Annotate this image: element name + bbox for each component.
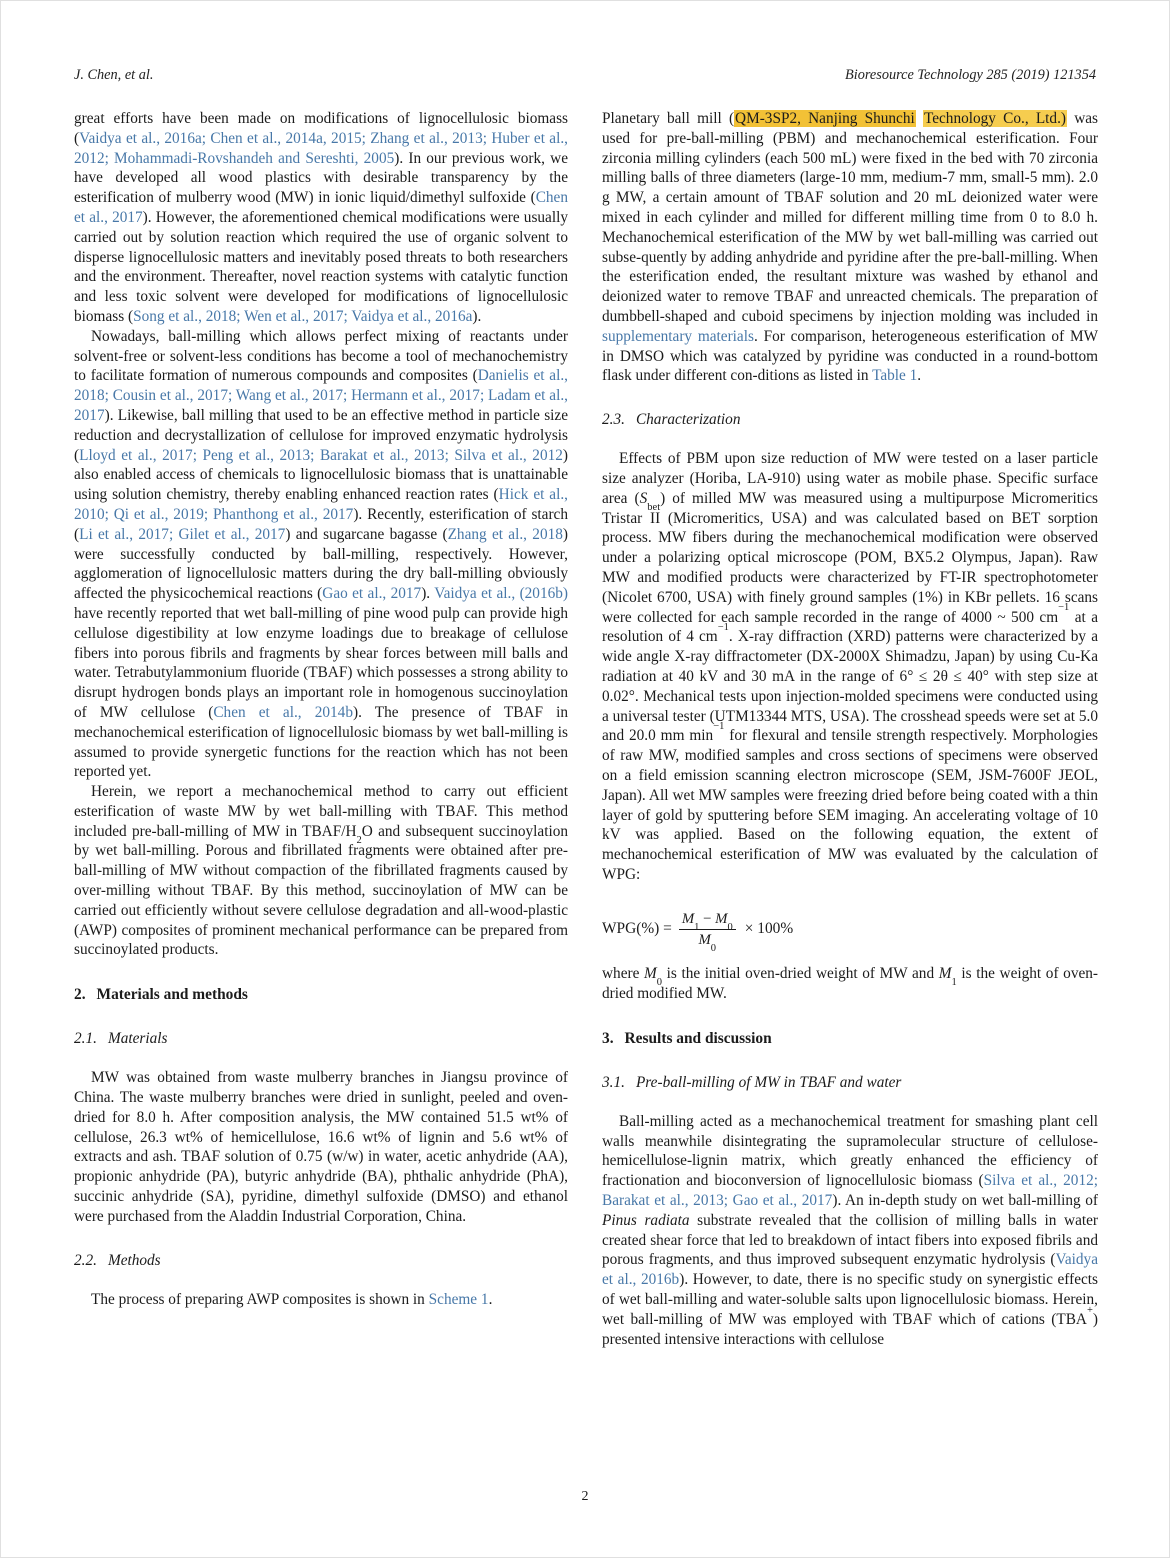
running-head bbox=[74, 67, 1096, 84]
section-number: 3. bbox=[602, 1029, 614, 1047]
header-author-short: J. Chen, et al. bbox=[74, 67, 154, 83]
fraction-denominator: $M_0$ bbox=[698, 931, 717, 954]
header-journal-ref: Bioresource Technology 285 (2019) 121354 bbox=[845, 67, 1096, 83]
citation-link[interactable]: Zhang et al., 2018 bbox=[447, 525, 563, 543]
paragraph-preballmilling-results: Ball-milling acted as a mechanochemical treatment for smashing plant cell walls meanwhile disintegrating the supramolecular structure of cellulose-hemicellulose-lignin matrix, which greatly enhanced the efficiency of fractionation and bioconversion of lignocellulosic biomass (Silva et al., 2012; Barakat et al., 2013; Gao et al., 2017). An in-depth study on wet ball-milling of Pinus radiata substrate revealed that the collision of milling balls in water created shear force that led to breakdown of intact fibers into exposed fibrils and porous fragments, and thus improved subsequent enzymatic hydrolysis (Vaidya et al., 2016b). However, to date, there is no specific study on synergistic effects of wet ball-milling and water-soluble salts upon lignocellulosic biomass. Herein, wet ball-milling of MW was employed with TBAF which of cations (TBA+) presented intensive interactions with cellulose bbox=[602, 1112, 1098, 1348]
subsection-title: Pre-ball-milling of MW in TBAF and water bbox=[635, 1073, 902, 1091]
citation-link[interactable]: Danielis et al., 2018; Cousin et al., 2017; Wang et al., 2017; Hermann et al., 2017; Ladam et al., 2017 bbox=[74, 367, 568, 424]
citation-link[interactable]: Vaidya et al., 2016a; Chen et al., 2014a, 2015; Zhang et al., 2013; Huber et al., 2012; Mohammadi-Rovshandeh and Sereshti, 2005 bbox=[74, 129, 568, 167]
subsection-2-2-heading bbox=[74, 1251, 568, 1271]
subsection-title: Characterization bbox=[635, 411, 741, 429]
paragraph-herein-report: Herein, we report a mechanochemical method to carry out efficient esterification of waste MW by wet ball-milling with TBAF. This method included pre-ball-milling of MW in TBAF/$H_2O$ and subsequent succinoylation by wet ball-milling. Porous and fibrillated fragments were obtained after pre-ball-milling of MW without compaction of the fibrillated fragments caused by over-milling without TBAF. By this method, succinoylation of MW can be carried out efficiently without severe cellulose degradation and all-wood-plastic (AWP) composites of prominent mechanical performance can be prepared from succinoylated products. bbox=[74, 783, 568, 959]
citation-link[interactable]: Chen et al., 2017 bbox=[74, 189, 568, 226]
paragraph-methods: The process of preparing AWP composites is shown in Scheme 1. bbox=[91, 1290, 493, 1308]
subsection-3-1-heading bbox=[602, 1073, 1098, 1093]
citation-link[interactable]: Lloyd et al., 2017; Peng et al., 2013; Barakat et al., 2013; Silva et al., 2012 bbox=[79, 446, 563, 464]
page-footer bbox=[1, 1489, 1169, 1505]
section-number: 2. bbox=[74, 986, 86, 1004]
citation-link[interactable]: Scheme 1 bbox=[428, 1290, 489, 1308]
citation-link[interactable]: Vaidya et al., 2016b bbox=[602, 1251, 1098, 1289]
subsection-number: 2.2. bbox=[74, 1251, 97, 1269]
paragraph-materials: MW was obtained from waste mulberry branches in Jiangsu province of China. The waste mulberry branches were dried in sunlight, peeled and oven-dried for 8.0 h. After composition analysis, the MW contained 51.5 wt% of cellulose, 26.3 wt% of hemicellulose, 16.6 wt% of lignin and 5.6 wt% of extracts and ash. TBAF solution of 0.75 (w/w) in water, acetic anhydride (AA), propionic anhydride (PA), butyric anhydride (BA), phthalic anhydride (PhA), succinic anhydride (SA), pyridine, dimethyl sulfoxide (DMSO) and ethanol were purchased from the Aladdin Industrial Corporation, China. bbox=[74, 1069, 568, 1225]
equation-lhs: WPG(%) = bbox=[602, 919, 672, 937]
citation-link[interactable]: Vaidya et al., (2016b) bbox=[434, 585, 568, 603]
highlight-span: QM-3SP2, Nanjing Shunchi bbox=[735, 110, 915, 127]
section-title: Materials and methods bbox=[96, 986, 248, 1004]
section-2-heading bbox=[74, 985, 568, 1005]
citation-link[interactable]: Silva et al., 2012; Barakat et al., 2013; Gao et al., 2017 bbox=[602, 1172, 1098, 1209]
page-number: 2 bbox=[581, 1489, 589, 1504]
subsection-title: Methods bbox=[107, 1251, 161, 1269]
citation-link[interactable]: supplementary materials bbox=[602, 327, 754, 345]
column-left bbox=[74, 109, 568, 1309]
subsection-number: 2.3. bbox=[602, 411, 625, 429]
equation-fraction bbox=[679, 910, 736, 954]
subsection-2-1-heading bbox=[74, 1029, 568, 1049]
citation-link[interactable]: Li et al., 2017; Gilet et al., 2017 bbox=[79, 525, 286, 543]
fraction-numerator: $M_1 - M_0$ bbox=[679, 911, 736, 930]
wpg-equation bbox=[602, 910, 1098, 954]
citation-link[interactable]: Song et al., 2018; Wen et al., 2017; Vaidya et al., 2016a bbox=[133, 307, 473, 325]
equation-rhs: × 100% bbox=[744, 919, 794, 937]
citation-link[interactable]: Table 1 bbox=[872, 367, 918, 385]
paragraph-where-definition: where $M_0$ is the initial oven-dried weight of MW and $M_1$ is the weight of oven-dried modified MW. bbox=[602, 965, 1098, 1003]
section-3-heading bbox=[602, 1029, 1098, 1049]
subsection-number: 3.1. bbox=[602, 1073, 625, 1091]
column-right bbox=[602, 109, 1098, 1349]
citation-link[interactable]: Hick et al., 2010; Qi et al., 2019; Phanthong et al., 2017 bbox=[74, 486, 568, 523]
paragraph-ballmill-setup: Planetary ball mill (QM-3SP2, Nanjing Shunchi Technology Co., Ltd.) was used for pre-ball-milling (PBM) and mechanochemical esterification. Four zirconia milling cylinders (each 500 mL) were fixed in the bed with 70 zirconia milling balls of three diameters (large-10 mm, medium-7 mm, small-5 mm). 2.0 g MW, a certain amount of TBAF solution and 20 mL deionized water were mixed in each cylinder and milled for different milling time from 0 to 8.0 h. Mechanochemical esterification of the MW by wet ball-milling was carried out subse-quently by adding anhydride and pyridine after the pre-ball-milling. When the esterification ended, the resultant mixture was washed by ethanol and deionized water to remove TBAF and unreacted chemicals. The preparation of dumbbell-shaped and cuboid specimens by injection molding was included in supplementary materials. For comparison, heterogeneous esterification of MW in DMSO which was catalyzed by pyridine was conducted in a round-bottom flask under different con-ditions as listed in Table 1. bbox=[602, 110, 1099, 385]
highlight-span: Technology Co., Ltd.) bbox=[923, 110, 1067, 127]
paragraph-characterization: Effects of PBM upon size reduction of MW were tested on a laser particle size analyzer (Horiba, LA-910) using water as mobile phase. Specific surface area $(S_{bet})$ of milled MW was measured using a multipurpose Micromeritics Tristar II (Micromeritics, USA) and was calculated based on BET sorption process. MW fibers during the mechanochemical modification were observed under a polarizing optical microscope (POM, BX5.2 Olympus, Japan). Raw MW and modified products were characterized by FT-IR spectrophotometer (Nicolet 6700, USA) with finely ground samples (1%) in KBr pellets. 16 scans were collected for each sample recorded in the range of 4000 ~ 500 $cm^{-1}$ at a resolution of 4 $cm^{-1}$. X-ray diffraction (XRD) patterns were characterized by a wide angle X-ray diffractometer (DX-2000X Shimadzu, Japan) by using Cu-Ka radiation at 40 kV and 30 mA in the range of 6° ≤ 2θ ≤ 40° with step size at 0.02°. Mechanical tests upon injection-molded specimens were conducted using a universal tester (UTM13344 MTS, USA). The crosshead speeds were set at 5.0 and 20.0 mm $\min^{-1}$ for flexural and tensile strength respectively. Morphologies of raw MW, modified samples and cross sections of specimens were observed on a field emission scanning electron microscope (SEM, JSM-7600F JEOL, Japan). All wet MW samples were freezing dried before being coated with a thin layer of gold by sputtering before SEM imaging. An accelerating voltage of 10 kV was applied. Based on the following equation, the extent of mechanochemical esterification of MW was evaluated by the calculation of WPG: bbox=[602, 450, 1099, 883]
section-title: Results and discussion bbox=[624, 1029, 772, 1047]
subsection-2-3-heading bbox=[602, 410, 1098, 430]
paragraph-ballmilling-background: Nowadays, ball-milling which allows perfect mixing of reactants under solvent-free or solvent-less conditions has become a tool of mechanochemistry to facilitate formation of numerous compounds and composites (Danielis et al., 2018; Cousin et al., 2017; Wang et al., 2017; Hermann et al., 2017; Ladam et al., 2017). Likewise, ball milling that used to be an effective method in particle size reduction and decrystallization of cellulose for improved enzymatic hydrolysis (Lloyd et al., 2017; Peng et al., 2013; Barakat et al., 2013; Silva et al., 2012) also enabled access of chemicals to lignocellulosic biomass that is unattainable using solution chemistry, thereby enabling enhanced reaction rates (Hick et al., 2010; Qi et al., 2019; Phanthong et al., 2017). Recently, esterification of starch (Li et al., 2017; Gilet et al., 2017) and sugarcane bagasse (Zhang et al., 2018) were successfully conducted by ball-milling, respectively. However, agglomeration of lignocellulosic matters during the dry ball-milling obviously affected the physicochemical reactions (Gao et al., 2017). Vaidya et al., (2016b) have recently reported that wet ball-milling of pine wood pulp can provide high cellulose digestibility at low enzyme loadings due to breakage of cellulose fibers into porous fibrils and fragments by shear forces between mill balls and water. Tetrabutylammonium fluoride (TBAF) which possesses a strong ability to disrupt hydrogen bonds plays an important role in homogenous succinoylation of MW cellulose (Chen et al., 2014b). The presence of TBAF in mechanochemical esterification of lignocellulosic biomass by wet ball-milling is assumed to provide synergetic functions for the reaction which has not been reported yet. bbox=[74, 327, 569, 781]
citation-link[interactable]: Gao et al., 2017 bbox=[322, 585, 422, 603]
subsection-title: Materials bbox=[107, 1030, 168, 1048]
paragraph-intro: great efforts have been made on modifications of lignocellulosic biomass (Vaidya et al., 2016a; Chen et al., 2014a, 2015; Zhang et al., 2013; Huber et al., 2012; Mohammadi-Rovshandeh and Sereshti, 2005). In our previous work, we have developed all wood plastics with desirable transparency by the esterification of mulberry wood (MW) in ionic liquid/dimethyl sulfoxide (Chen et al., 2017). However, the aforementioned chemical modifications were usually carried out by solution reaction which required the use of organic solvent to disperse lignocellulosic matters and inevitably posed threats to both researchers and the environment. Thereafter, novel reaction systems with catalytic function and less toxic solvent were developed for modifications of lignocellulosic biomass (Song et al., 2018; Wen et al., 2017; Vaidya et al., 2016a). bbox=[74, 110, 568, 325]
citation-link[interactable]: Chen et al., 2014b bbox=[213, 703, 353, 721]
subsection-number: 2.1. bbox=[74, 1030, 97, 1048]
